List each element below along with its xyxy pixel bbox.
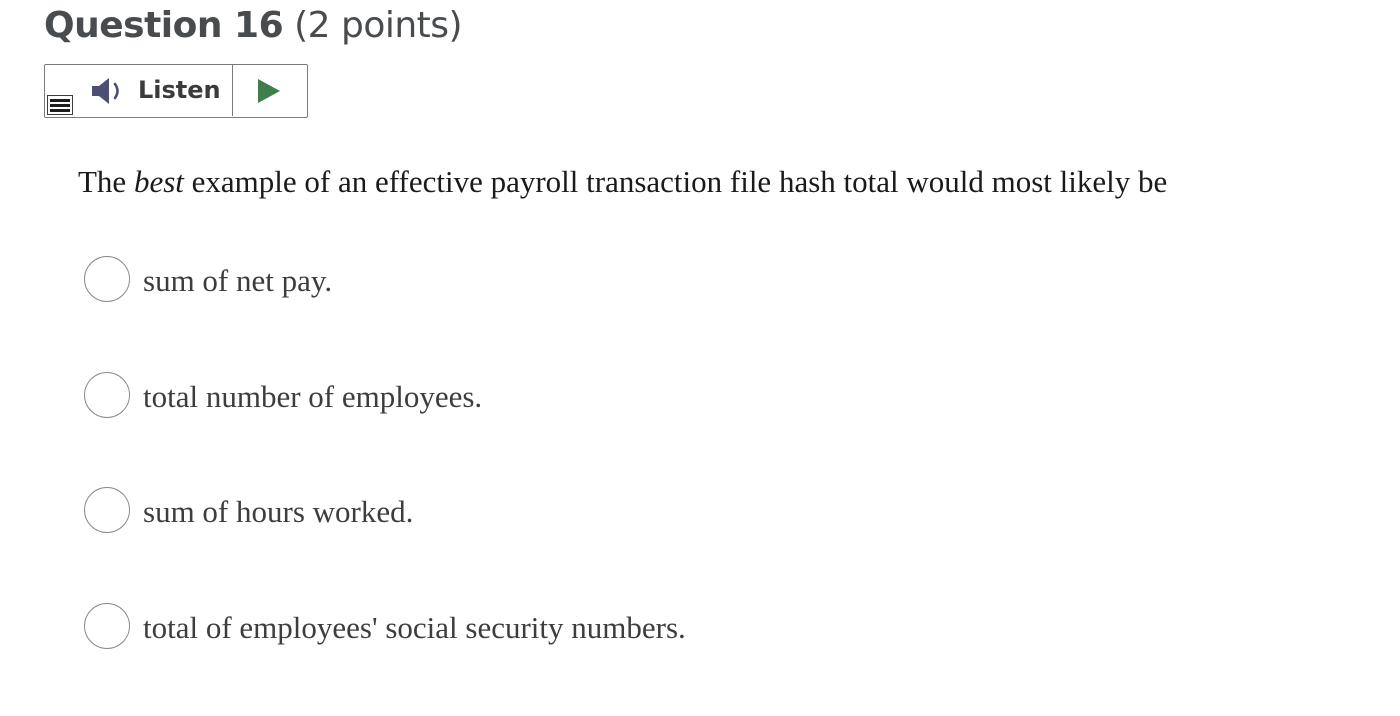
listen-widget: [44, 64, 308, 118]
radio-button-1[interactable]: [84, 256, 130, 302]
radio-button-3[interactable]: [84, 487, 130, 533]
radio-button-4[interactable]: [84, 603, 130, 649]
question-points: (2 points): [294, 5, 463, 46]
answer-choice-label: sum of hours worked.: [143, 494, 414, 529]
answer-choice-label: sum of net pay.: [143, 263, 333, 298]
question-text: [78, 160, 1167, 204]
answer-choice-label: total of employees' social security numbers.: [143, 610, 686, 645]
radio-button-2[interactable]: [84, 372, 130, 418]
listen-label: Listen: [138, 76, 221, 104]
play-button[interactable]: [233, 65, 306, 116]
listen-button[interactable]: [78, 65, 233, 116]
speaker-icon: [90, 77, 130, 105]
question-text-emphasis: best: [133, 164, 184, 199]
answer-choice-label: total number of employees.: [143, 379, 483, 414]
menu-icon[interactable]: [47, 95, 73, 115]
question-text-start: The: [78, 164, 134, 199]
question-text-end: example of an effective payroll transaction file hash total would most likely be: [183, 164, 1168, 199]
play-icon: [257, 78, 281, 104]
question-title: Question 16: [44, 5, 284, 46]
question-header: [44, 2, 462, 50]
